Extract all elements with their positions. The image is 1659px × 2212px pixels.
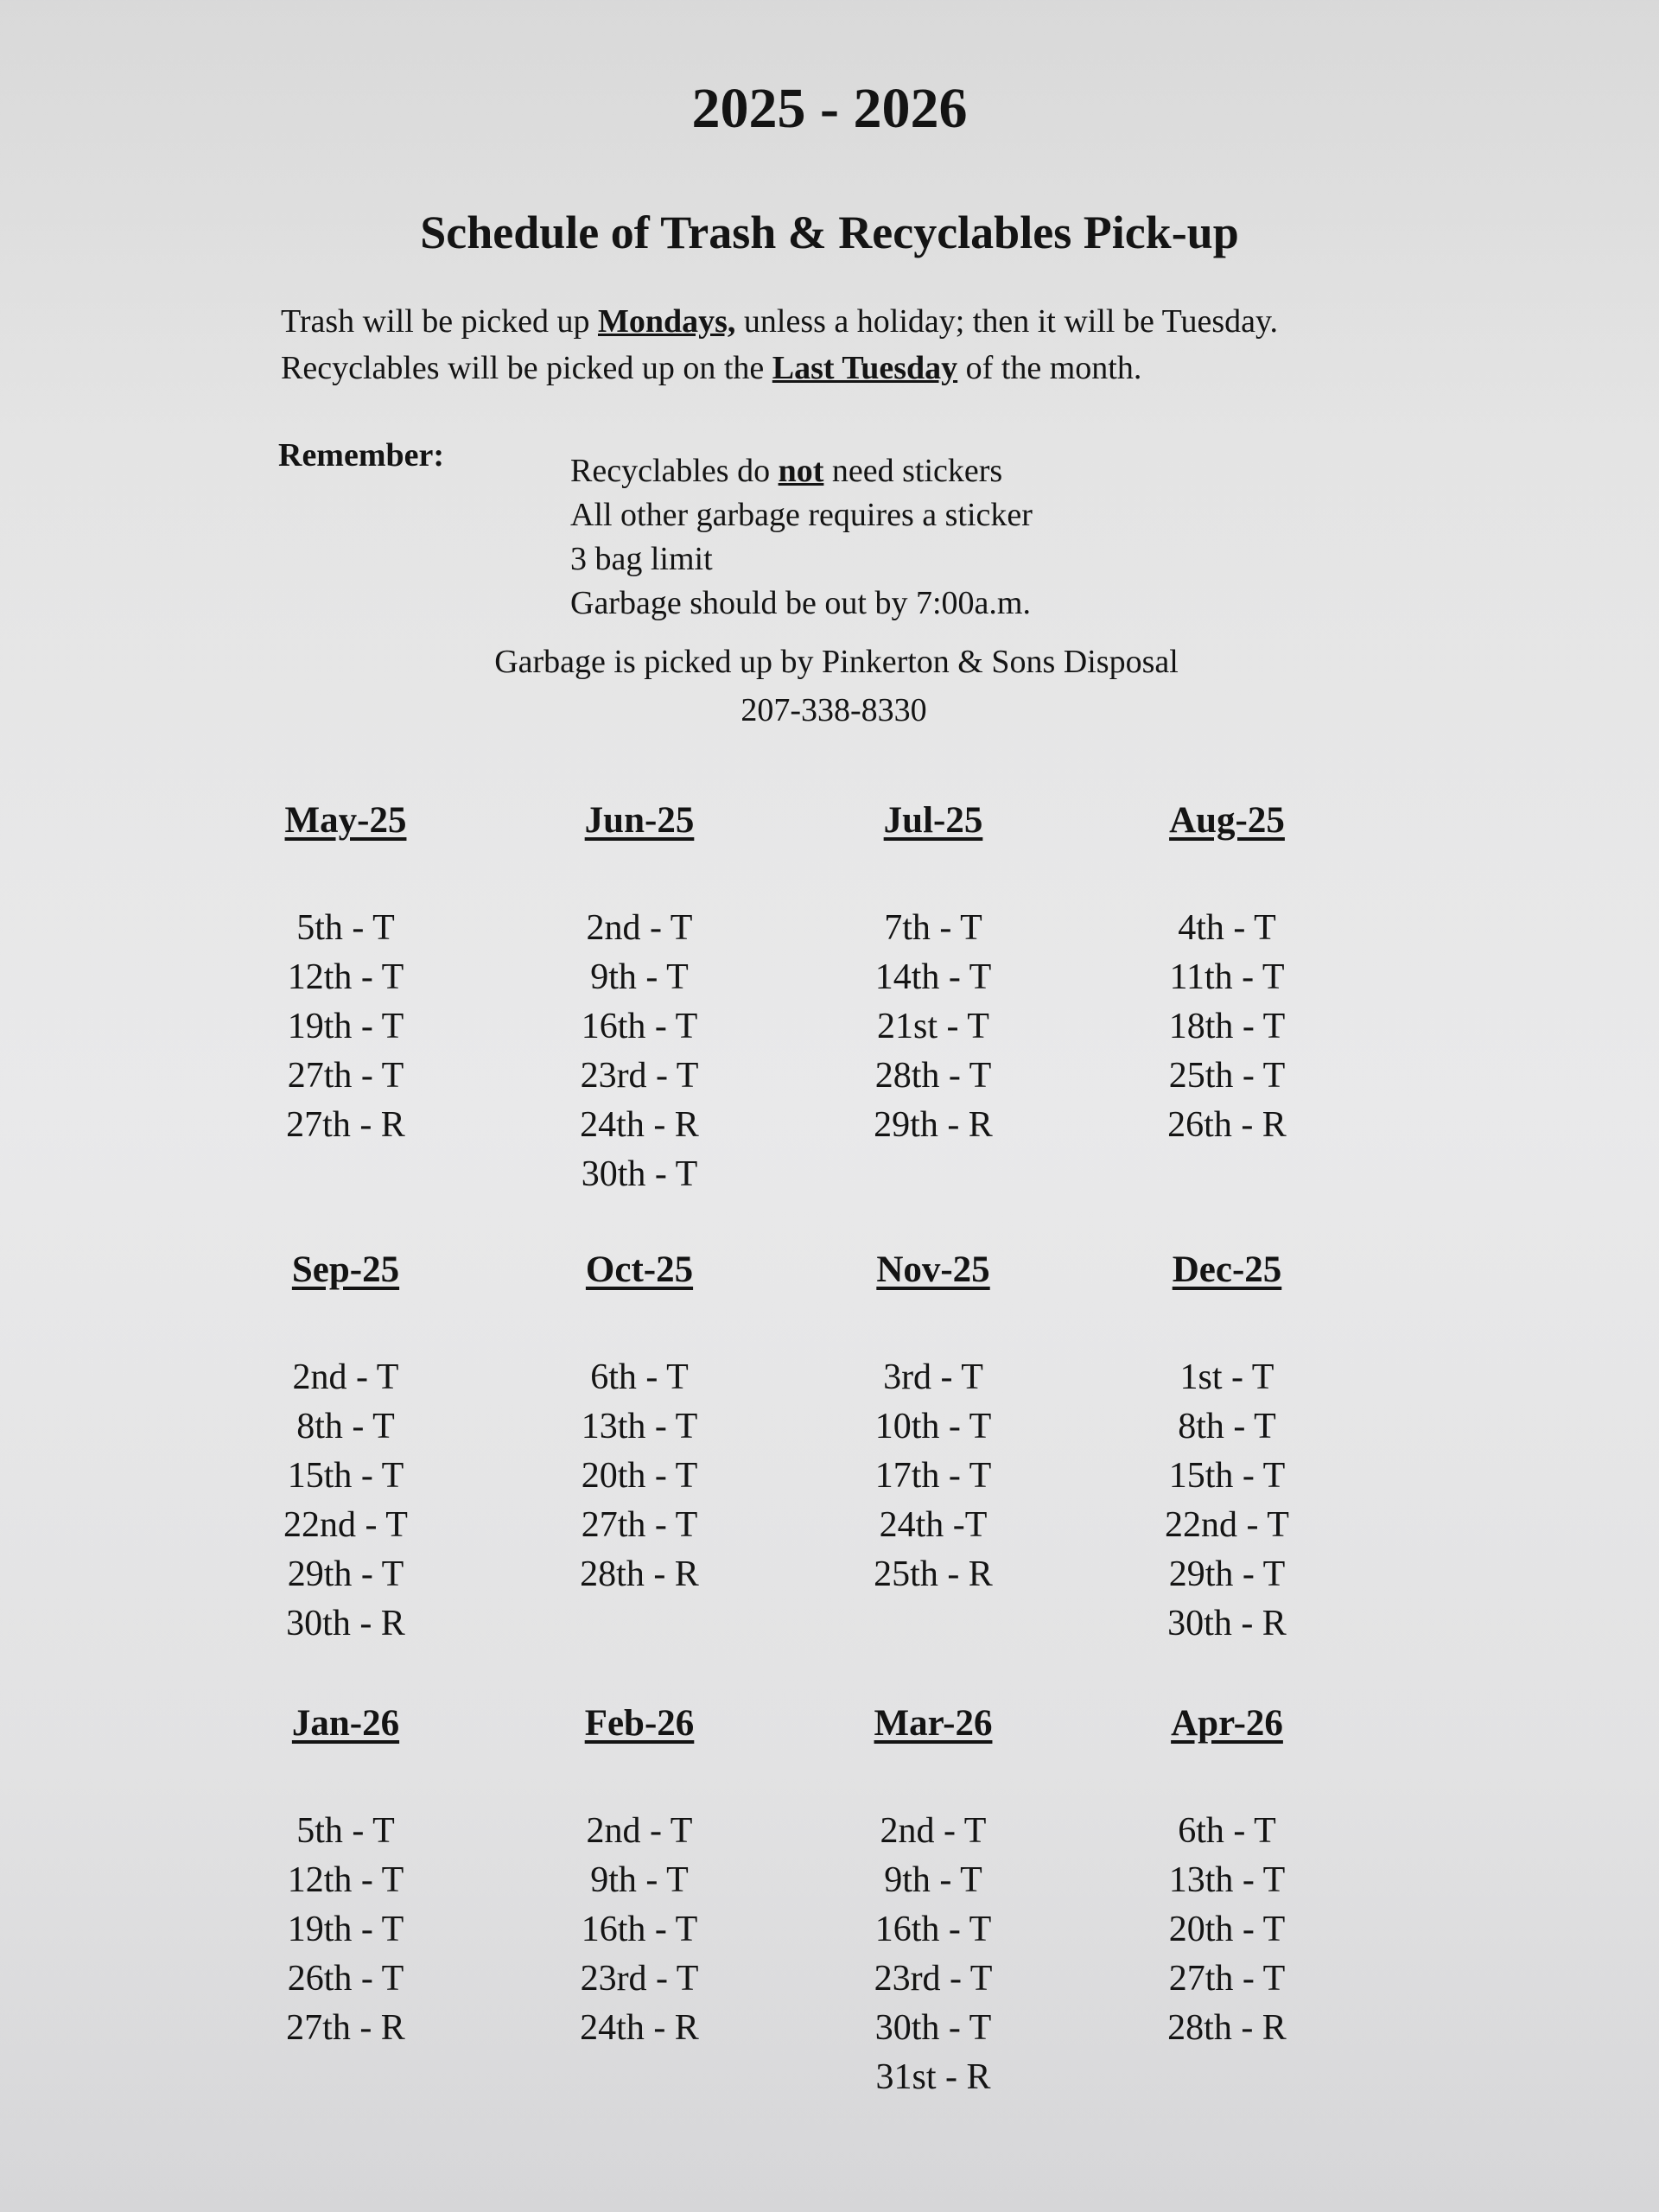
month-heading: Mar-26 bbox=[874, 1703, 993, 1744]
pickup-date: 26th - R bbox=[1167, 1105, 1287, 1145]
month-heading: Sep-25 bbox=[291, 1249, 400, 1290]
pickup-date: 19th - T bbox=[287, 1007, 404, 1046]
month-heading: Apr-26 bbox=[1171, 1703, 1283, 1744]
pickup-date: 2nd - T bbox=[586, 1811, 693, 1851]
trash-rule-post: unless a holiday; then it will be Tuesday. bbox=[735, 303, 1279, 340]
pickup-date: 11th - T bbox=[1169, 957, 1285, 997]
pickup-date: 2nd - T bbox=[586, 908, 693, 948]
month-heading: Jul-25 bbox=[883, 800, 983, 841]
remember-item-bag-limit: 3 bag limit bbox=[570, 541, 713, 577]
month-grid bbox=[199, 799, 1374, 2134]
pickup-date: 8th - T bbox=[296, 1407, 395, 1446]
pickup-date: 15th - T bbox=[287, 1456, 404, 1496]
remember-list bbox=[570, 449, 1033, 626]
pickup-date: 19th - T bbox=[287, 1910, 404, 1949]
pickup-date: 15th - T bbox=[1168, 1456, 1286, 1496]
pickup-date: 2nd - T bbox=[880, 1811, 987, 1851]
pickup-date: 6th - T bbox=[1178, 1811, 1276, 1851]
contact-info bbox=[0, 638, 1659, 734]
month-heading: Feb-26 bbox=[584, 1703, 695, 1744]
remember-item1-bold: not bbox=[778, 453, 824, 489]
pickup-date: 29th - R bbox=[874, 1105, 993, 1145]
schedule-title: Schedule of Trash & Recyclables Pick-up bbox=[420, 207, 1239, 258]
disposal-company: Garbage is picked up by Pinkerton & Sons Disposal bbox=[494, 644, 1179, 680]
pickup-date: 12th - T bbox=[287, 957, 404, 997]
recycle-pickup-rule bbox=[281, 345, 1508, 391]
month-block bbox=[199, 1702, 493, 2134]
phone-number: 207-338-8330 bbox=[741, 692, 927, 728]
pickup-date: 20th - T bbox=[1168, 1910, 1286, 1949]
month-heading: May-25 bbox=[284, 800, 407, 841]
pickup-date-list bbox=[199, 1807, 493, 2053]
pickup-date: 30th - R bbox=[1167, 1604, 1287, 1643]
recycle-rule-pre: Recyclables will be picked up on the bbox=[281, 350, 772, 386]
pickup-date: 6th - T bbox=[590, 1357, 689, 1397]
month-heading: Jun-25 bbox=[584, 800, 695, 841]
pickup-date: 5th - T bbox=[296, 908, 395, 948]
pickup-date: 23rd - T bbox=[874, 1959, 993, 1999]
remember-item-sticker-required: All other garbage requires a sticker bbox=[570, 497, 1033, 533]
pickup-date: 23rd - T bbox=[580, 1056, 699, 1096]
month-block bbox=[493, 799, 786, 1249]
pickup-date: 30th - T bbox=[581, 1154, 698, 1194]
pickup-date: 29th - T bbox=[287, 1554, 404, 1594]
pickup-date: 24th - R bbox=[580, 2008, 699, 2048]
trash-rule-pre: Trash will be picked up bbox=[281, 303, 598, 340]
pickup-date: 22nd - T bbox=[283, 1505, 408, 1545]
pickup-date-list bbox=[1080, 904, 1374, 1150]
recycle-day: Last Tuesday bbox=[772, 350, 958, 386]
month-block bbox=[786, 1702, 1080, 2134]
pickup-date-list bbox=[199, 1353, 493, 1649]
pickup-date: 21st - T bbox=[877, 1007, 989, 1046]
remember-item-time: Garbage should be out by 7:00a.m. bbox=[570, 585, 1031, 621]
month-heading: Aug-25 bbox=[1169, 800, 1285, 841]
pickup-date: 29th - T bbox=[1168, 1554, 1286, 1594]
month-block bbox=[786, 1249, 1080, 1702]
month-heading: Jan-26 bbox=[291, 1703, 400, 1744]
pickup-date: 12th - T bbox=[287, 1860, 404, 1900]
remember-label: Remember: bbox=[278, 437, 445, 474]
year-heading: 2025 - 2026 bbox=[691, 77, 968, 140]
pickup-date: 27th - R bbox=[286, 2008, 405, 2048]
pickup-date: 2nd - T bbox=[292, 1357, 399, 1397]
pickup-date: 30th - T bbox=[874, 2008, 992, 2048]
pickup-date: 27th - T bbox=[581, 1505, 698, 1545]
pickup-date: 27th - R bbox=[286, 1105, 405, 1145]
pickup-date-list bbox=[786, 1807, 1080, 2102]
month-block bbox=[199, 799, 493, 1249]
pickup-date: 18th - T bbox=[1168, 1007, 1286, 1046]
pickup-date: 23rd - T bbox=[580, 1959, 699, 1999]
remember-item1-pre: Recyclables do bbox=[570, 453, 779, 489]
pickup-date: 20th - T bbox=[581, 1456, 698, 1496]
pickup-date: 16th - T bbox=[581, 1007, 698, 1046]
pickup-date: 13th - T bbox=[581, 1407, 698, 1446]
month-heading: Nov-25 bbox=[876, 1249, 990, 1290]
pickup-date-list bbox=[1080, 1353, 1374, 1649]
pickup-date: 31st - R bbox=[875, 2057, 991, 2097]
pickup-date: 27th - T bbox=[1168, 1959, 1286, 1999]
pickup-date: 25th - R bbox=[874, 1554, 993, 1594]
pickup-date: 1st - T bbox=[1179, 1357, 1274, 1397]
pickup-date: 28th - R bbox=[580, 1554, 699, 1594]
pickup-date: 27th - T bbox=[287, 1056, 404, 1096]
month-block bbox=[493, 1702, 786, 2134]
pickup-date: 24th - R bbox=[580, 1105, 699, 1145]
pickup-date: 17th - T bbox=[874, 1456, 992, 1496]
month-block bbox=[1080, 799, 1374, 1249]
pickup-date: 28th - R bbox=[1167, 2008, 1287, 2048]
pickup-date: 16th - T bbox=[874, 1910, 992, 1949]
pickup-date: 16th - T bbox=[581, 1910, 698, 1949]
month-block bbox=[493, 1249, 786, 1702]
pickup-date-list bbox=[493, 1807, 786, 2053]
pickup-date: 14th - T bbox=[874, 957, 992, 997]
pickup-date: 25th - T bbox=[1168, 1056, 1286, 1096]
pickup-date: 9th - T bbox=[884, 1860, 982, 1900]
pickup-date: 13th - T bbox=[1168, 1860, 1286, 1900]
trash-pickup-rule bbox=[281, 298, 1508, 345]
pickup-date: 30th - R bbox=[286, 1604, 405, 1643]
remember-item1-post: need stickers bbox=[823, 453, 1003, 489]
pickup-date: 28th - T bbox=[874, 1056, 992, 1096]
pickup-date: 9th - T bbox=[590, 957, 689, 997]
month-block bbox=[786, 799, 1080, 1249]
pickup-date-list bbox=[786, 1353, 1080, 1599]
month-heading: Oct-25 bbox=[585, 1249, 694, 1290]
pickup-date: 9th - T bbox=[590, 1860, 689, 1900]
trash-day: Mondays, bbox=[597, 303, 736, 340]
pickup-date-list bbox=[199, 904, 493, 1150]
pickup-date: 7th - T bbox=[884, 908, 982, 948]
pickup-date: 26th - T bbox=[287, 1959, 404, 1999]
pickup-date: 3rd - T bbox=[883, 1357, 983, 1397]
intro-text bbox=[281, 298, 1508, 391]
pickup-date-list bbox=[1080, 1807, 1374, 2053]
pickup-date: 5th - T bbox=[296, 1811, 395, 1851]
month-block bbox=[1080, 1702, 1374, 2134]
month-block bbox=[199, 1249, 493, 1702]
pickup-date-list bbox=[786, 904, 1080, 1150]
pickup-date: 24th -T bbox=[879, 1505, 988, 1545]
pickup-date: 10th - T bbox=[874, 1407, 992, 1446]
remember-item-stickers bbox=[570, 449, 1033, 493]
pickup-date: 8th - T bbox=[1178, 1407, 1276, 1446]
month-block bbox=[1080, 1249, 1374, 1702]
pickup-date: 22nd - T bbox=[1165, 1505, 1289, 1545]
month-heading: Dec-25 bbox=[1172, 1249, 1282, 1290]
pickup-date-list bbox=[493, 1353, 786, 1599]
pickup-date-list bbox=[493, 904, 786, 1199]
recycle-rule-post: of the month. bbox=[957, 350, 1142, 386]
pickup-date: 4th - T bbox=[1178, 908, 1276, 948]
